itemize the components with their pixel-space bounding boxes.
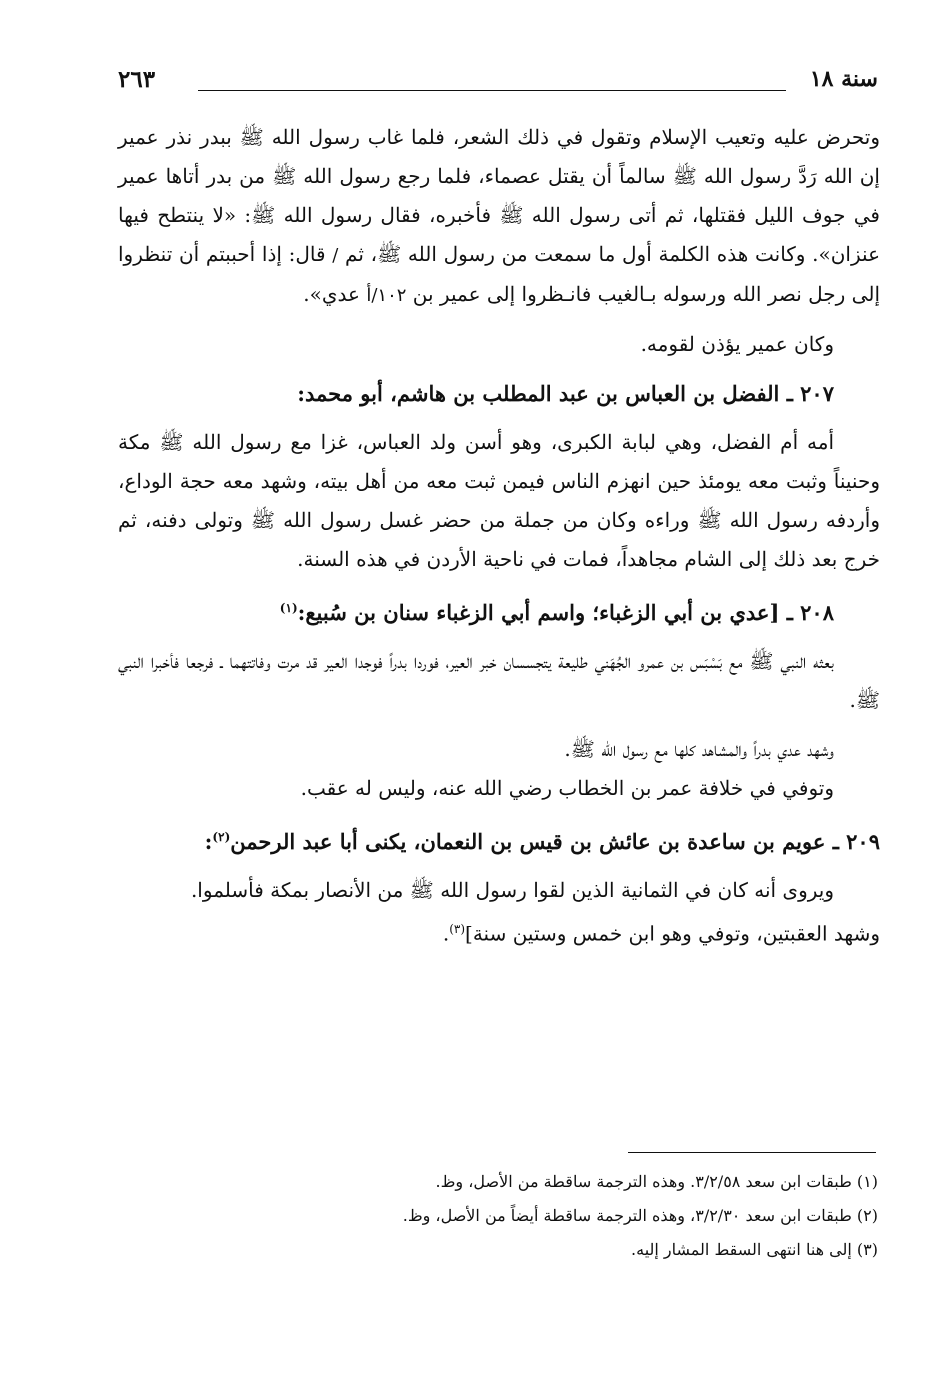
paragraph-text: وشهد العقبتين، وتوفي وهو ابن خمس وستين سنة] [465, 921, 880, 946]
paragraph: وشهد عدي بدراً والمشاهد كلها مع رسول الله ﷺ. [564, 737, 834, 761]
footnote-reference: (٣) [449, 922, 466, 936]
footnote: (١) طبقات ابن سعد ٣/٢/٥٨. وهذه الترجمة ساقطة من الأصل، وظ. [435, 1172, 878, 1191]
paragraph [118, 118, 880, 315]
margin-mark: / [332, 245, 339, 266]
entry-number: ٢٠٧ ـ [786, 381, 834, 406]
paragraph-text: . [442, 921, 450, 946]
entry-title: عويم بن ساعدة بن عائش بن قيس بن النعمان، يكنى أبا عبد الرحمن [230, 829, 826, 854]
footnote: (٣) إلى هنا انتهى السقط المشار إليه. [631, 1240, 878, 1259]
header-rule [198, 90, 786, 91]
paragraph: أمه أم الفضل، وهي لبابة الكبرى، وهو أسن ولد العباس، غزا مع رسول الله ﷺ مكة وحنيناً وثبت معه يومئذ حين انهزم الناس فيمن ثبت معه من أهل بيته، وشهد معه حجة الوداع، وأردفه رسول الله ﷺ وراءه وكان من جملة من حضر غسل رسول الله ﷺ وتولى دفنه، ثم خرج بعد ذلك إلى الشام مجاهداً، فمات في ناحية الأردن في هذه السنة. [118, 430, 880, 571]
footnote-reference: (٢) [212, 830, 231, 844]
header-section-title: سنة ١٨ [809, 66, 878, 92]
entry-number: ٢٠٨ ـ [786, 600, 834, 625]
paragraph: وتوفي في خلافة عمر بن الخطاب رضي الله عنه، وليس له عقب. [300, 776, 834, 800]
footnote: (٢) طبقات ابن سعد ٣/٢/٣٠، وهذه الترجمة ساقطة أيضاً من الأصل، وظ. [402, 1206, 878, 1225]
main-text [118, 118, 880, 954]
paragraph: وكان عمير يؤذن لقومه. [640, 332, 834, 356]
entry-title: الفضل بن العباس بن عبد المطلب بن هاشم، أبو محمد: [297, 381, 780, 406]
footnote-separator [628, 1152, 876, 1153]
biography-heading-207 [118, 374, 880, 413]
entry-title: [عدي بن أبي الزغباء؛ واسم أبي الزغباء سنان بن سُبيع: [297, 600, 780, 625]
biography-heading-209 [118, 818, 880, 861]
running-header [118, 66, 878, 106]
biography-heading-208 [118, 589, 880, 632]
paragraph: ويروى أنه كان في الثمانية الذين لقوا رسول الله ﷺ من الأنصار بمكة فأسلموا. [190, 878, 834, 902]
footnotes [118, 1165, 878, 1267]
entry-number: ٢٠٩ ـ [832, 829, 880, 854]
footnote-reference: (١) [279, 601, 298, 615]
paragraph: بعثه النبي ﷺ مع بَسْبَس بن عمرو الجُهَني طليعة يتجسسان خبر العير، فوردا بدراً فوجدا العير قد مرت وفاتتهما ـ فرجعا فأخبرا النبي ﷺ. [118, 649, 880, 712]
page-number: ٢٦٣ [118, 66, 156, 93]
paragraph-text: وتحرض عليه وتعيب الإسلام وتقول في ذلك الشعر، فلما غاب رسول الله ﷺ ببدر نذر عمير إن الله رَدَّ رسول الله ﷺ سالماً أن يقتل عصماء، فلما رجع رسول الله ﷺ من بدر أتاها عمير في جوف الليل فقتلها، ثم أتى رسول الله ﷺ فأخبره، فقال رسول الله ﷺ: «لا ينتطح فيها عنزان». وكانت هذه الكلمة أول ما سمعت من رسول الله ﷺ، ثم [118, 125, 880, 266]
margin-folio-reference: ١٠٢/أ [366, 285, 407, 306]
paragraph [118, 910, 880, 954]
heading-colon: : [204, 829, 213, 854]
paragraph-text: قال: إذا أحببتم أن تنظروا إلى رجل نصر الله ورسوله بـالغيب فانـظروا إلى عمير بن [118, 242, 880, 306]
paragraph-text: عدي». [303, 282, 360, 306]
